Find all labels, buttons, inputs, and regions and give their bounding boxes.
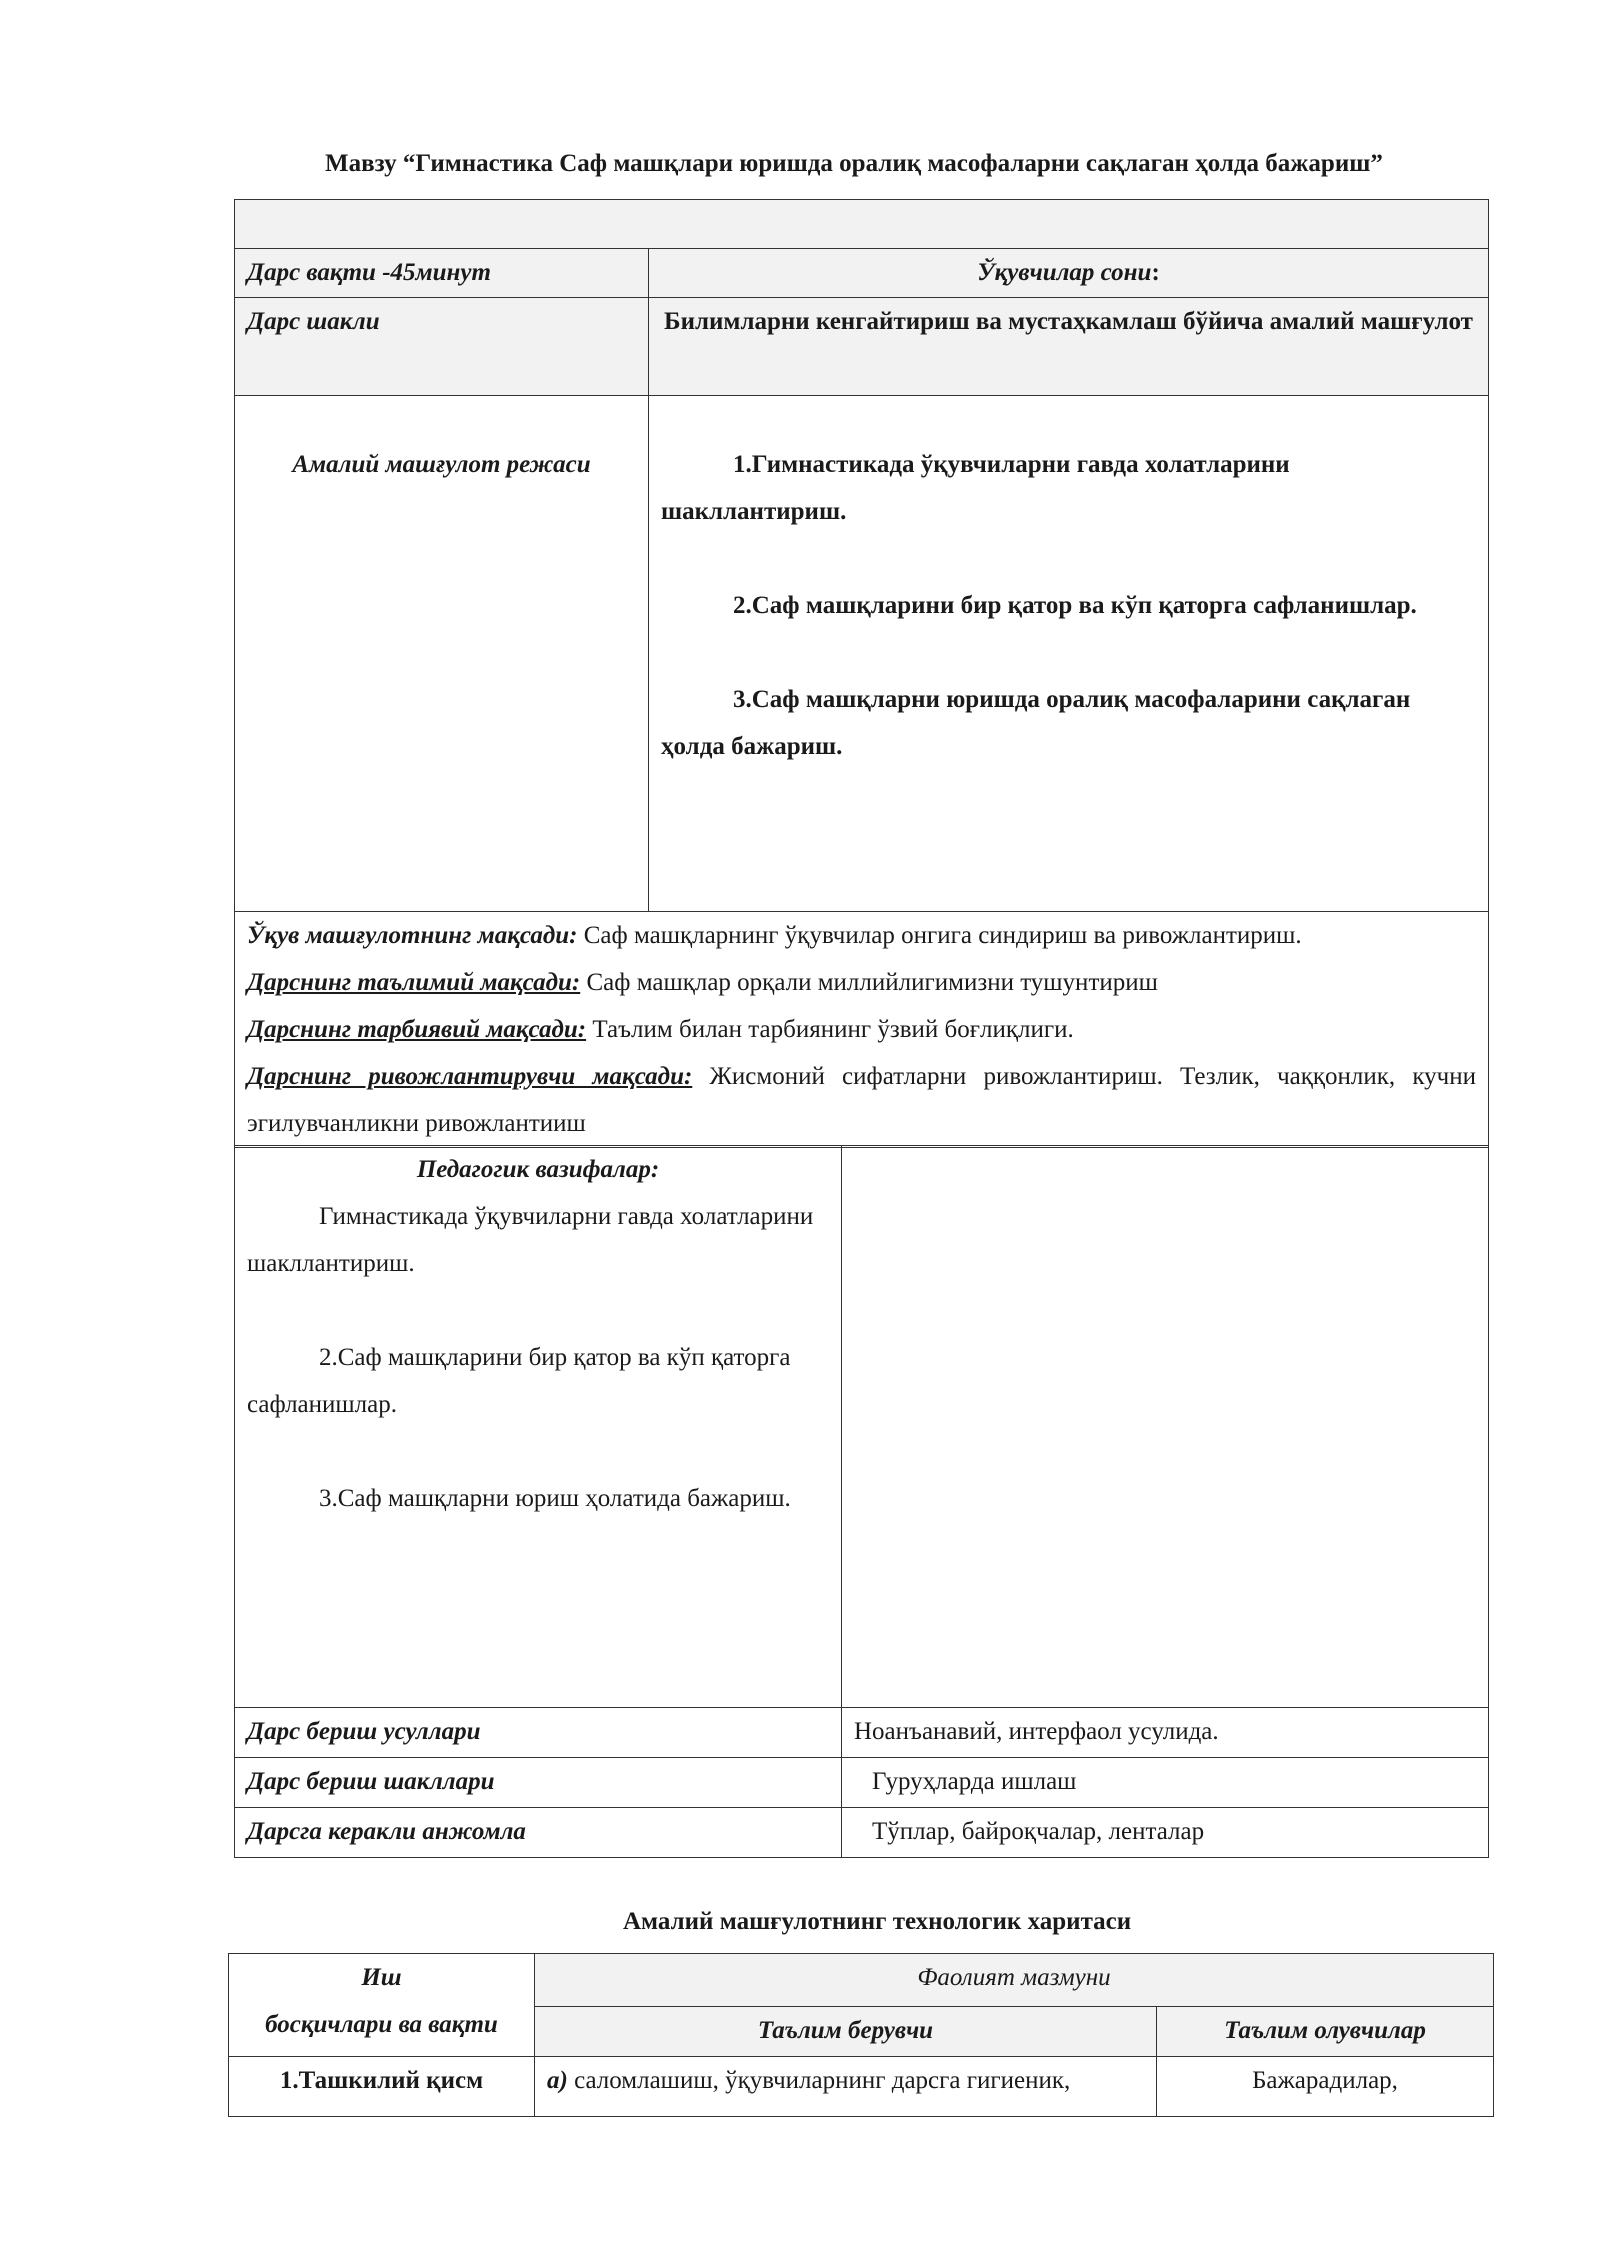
- form-row: [235, 298, 1489, 396]
- tech-map-table: [228, 1953, 1494, 2117]
- task-item: 2.Саф машқларини бир қатор ва кўп қаторга сафланишлар.: [247, 1344, 791, 1418]
- tasks-heading: Педагогик вазифалар:: [416, 1156, 660, 1183]
- tech-map-title: Амалий машғулотнинг технологик харитаси: [623, 1908, 1132, 1935]
- teacher-marker: а): [547, 2067, 568, 2094]
- plan-item: 1.Гимнастикада ўқувчиларни гавда холатларини шакллантириш.: [661, 451, 1290, 525]
- tasks-empty-cell: [842, 1146, 1489, 1708]
- activity-header: Фаолият мазмуни: [535, 1954, 1494, 2007]
- goal-label: Дарснинг таълимий мақсади:: [247, 969, 581, 996]
- goal-label: Ўқув машғулотнинг мақсади:: [247, 922, 578, 949]
- plan-item: 3.Саф машқларни юришда оралиқ масофаларини сақлаган ҳолда бажариш.: [661, 686, 1411, 760]
- students-header: Таълим олувчилар: [1157, 2007, 1494, 2057]
- students-cell: Бажарадилар,: [1157, 2057, 1494, 2117]
- equipment-value: Тўплар, байроқчалар, ленталар: [842, 1808, 1489, 1858]
- pedagogical-tasks-table: [234, 1145, 1489, 1858]
- plan-row: [235, 396, 1489, 912]
- teacher-cell: [535, 2057, 1157, 2117]
- stage-header: [229, 1954, 535, 2057]
- stage-header-line1: Иш: [361, 1964, 402, 1991]
- tasks-row: [235, 1146, 1489, 1708]
- equipment-label: Дарсга керакли анжомла: [235, 1808, 842, 1858]
- forms-label: Дарс бериш шакллари: [235, 1758, 842, 1808]
- methods-row: [235, 1708, 1489, 1758]
- students-count-label: Ўқувчилар сони: [977, 259, 1152, 286]
- lesson-time-label: Дарс вақти -45минут: [235, 249, 649, 298]
- goal-text: Саф машқлар орқали миллийлигимизни тушунтириш: [580, 969, 1158, 996]
- plan-label: Амалий машғулот режаси: [235, 396, 649, 912]
- upbringing-goal: [247, 1006, 1476, 1053]
- equipment-row: [235, 1808, 1489, 1858]
- lesson-form-label: Дарс шакли: [235, 298, 649, 396]
- task-item: 3.Саф машқларни юриш ҳолатида бажариш.: [319, 1485, 791, 1512]
- tech-header-row: [229, 1954, 1494, 2007]
- teaching-goal: [247, 959, 1476, 1006]
- stage-header-line2: босқичлари ва вақти: [265, 2011, 498, 2038]
- task-item: Гимнастикада ўқувчиларни гавда холатларини шакллантириш.: [247, 1203, 814, 1277]
- empty-header-cell: [235, 200, 1489, 249]
- methods-value: Ноанъанавий, интерфаол усулида.: [842, 1708, 1489, 1758]
- lesson-info-table: [234, 199, 1489, 1148]
- goal-text: Жисмоний сифатларни ривожлантириш. Тезлик, чаққонлик, кучни эгилувчанликни ривожлантииш: [247, 1063, 1476, 1137]
- goal-text: Таълим билан тарбиянинг ўзвий боғлиқлиги.: [586, 1016, 1074, 1043]
- plan-item: 2.Саф машқларини бир қатор ва кўп қаторга сафланишлар.: [733, 592, 1417, 619]
- goals-cell: [235, 912, 1489, 1148]
- goal-text: Саф машқларнинг ўқувчилар онгига синдириш ва ривожлантириш.: [577, 922, 1302, 949]
- educational-goal: [247, 912, 1476, 959]
- forms-row: [235, 1758, 1489, 1808]
- document-title: Мавзу “Гимнастика Саф машқлари юришда оралиқ масофаларни сақлаган ҳолда бажариш”: [325, 150, 1383, 177]
- goal-label: Дарснинг тарбиявий мақсади:: [247, 1016, 587, 1043]
- lesson-form-value: Билимларни кенгайтириш ва мустаҳкамлаш бўйича амалий машғулот: [649, 298, 1489, 396]
- tasks-cell: [235, 1146, 842, 1708]
- development-goal: [247, 1053, 1476, 1147]
- table-row: [229, 2057, 1494, 2117]
- teacher-text: саломлашиш, ўқувчиларнинг дарсга гигиеник,: [567, 2067, 1071, 2094]
- goals-row: [235, 912, 1489, 1148]
- empty-header-row: [235, 200, 1489, 249]
- goal-label: Дарснинг ривожлантирувчи мақсади:: [247, 1063, 693, 1090]
- students-count-colon: :: [1151, 259, 1160, 286]
- teacher-header: Таълим берувчи: [535, 2007, 1157, 2057]
- plan-items-cell: [649, 396, 1489, 912]
- stage-cell: 1.Ташкилий қисм: [229, 2057, 535, 2117]
- students-count-cell: [649, 249, 1489, 298]
- methods-label: Дарс бериш усуллари: [235, 1708, 842, 1758]
- time-row: [235, 249, 1489, 298]
- forms-value: Гуруҳларда ишлаш: [842, 1758, 1489, 1808]
